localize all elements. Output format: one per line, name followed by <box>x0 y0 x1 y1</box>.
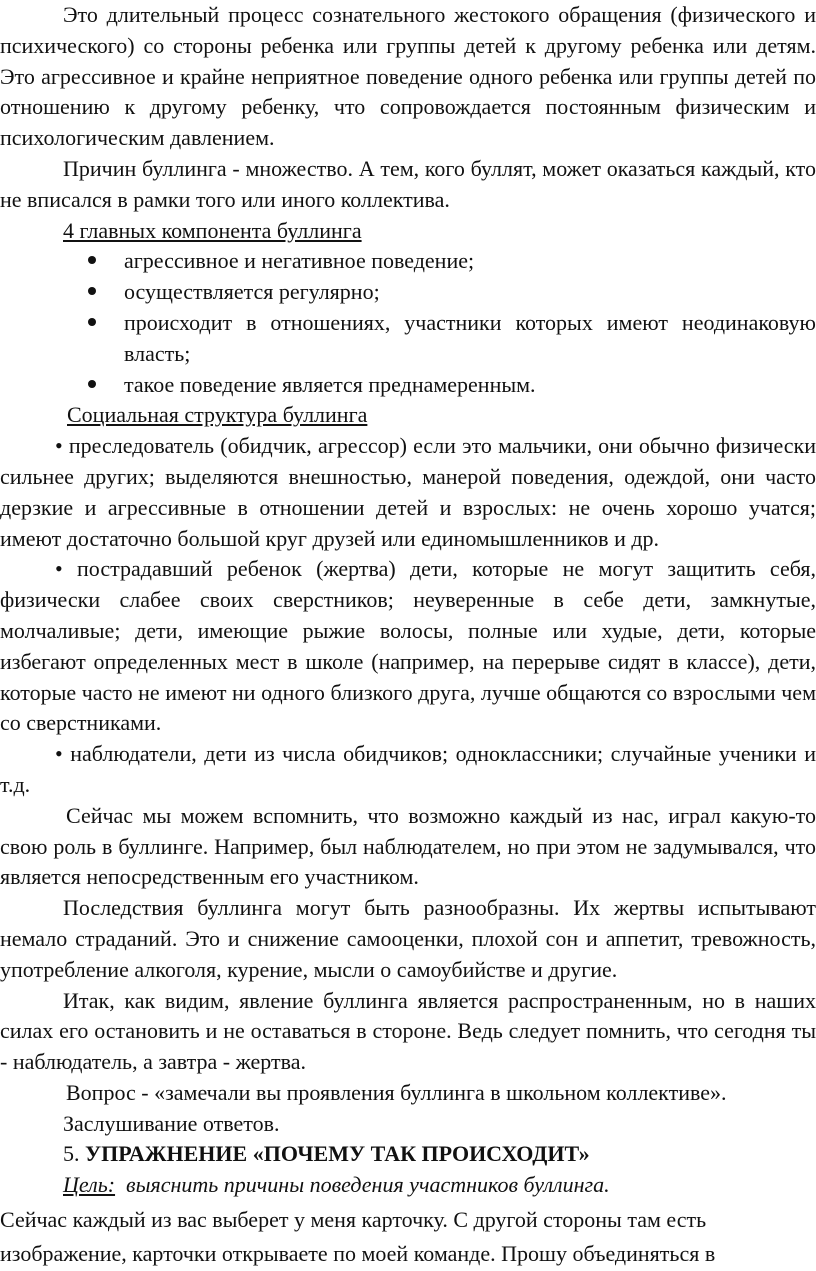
bullet-icon <box>88 287 96 295</box>
exercise-goal <box>0 1170 816 1201</box>
intro-paragraph-1: Это длительный процесс сознательного жестокого обращения (физического и психического) со стороны ребенка или группы детей к другому ребенка или детям. Это агрессивное и крайне неприятное поведение одного ребенка или группы детей по отношению к другому ребенку, что сопровождается постоянным физическим и психологическим давлением. <box>0 2 816 151</box>
exercise-number: 5. <box>63 1141 80 1167</box>
exercise-text: Сейчас каждый из вас выберет у меня карточку. С другой стороны там есть изображение, карточки открываете по моей команде. Прошу объединяться в <box>0 1207 716 1267</box>
goal-label: Цель: <box>63 1172 116 1198</box>
structure-paragraph-victim: • пострадавший ребенок (жертва) дети, которые не могут защитить себя, физически слабее своих сверстников; неуверенные в себе дети, замкнутые, молчаливые; дети, имеющие рыжие волосы, полные или худые, дети, которые избегают определенных мест в школе (например, на перерыве сидят в классе), дети, которые часто не имеют ни одного близкого друга, лучше общаются со взрослыми чем со сверстниками. <box>0 556 816 736</box>
list-item-text: агрессивное и негативное поведение; <box>124 248 475 274</box>
components-heading <box>0 216 816 247</box>
list-item <box>124 308 816 370</box>
list-item <box>124 246 816 277</box>
structure-paragraph-aggressor: • преследователь (обидчик, агрессор) если это мальчики, они обычно физически сильнее других; выделяются внешностью, манерой поведения, одеждой, они часто дерзкие и агрессивные в отношении детей и взрослых: не очень хорошо учатся; имеют достаточно большой круг друзей или единомышленников и др. <box>0 433 816 551</box>
components-list <box>0 246 816 400</box>
bullet-icon <box>88 256 96 264</box>
exercise-title: УПРАЖНЕНИЕ «ПОЧЕМУ ТАК ПРОИСХОДИТ» <box>85 1141 590 1167</box>
goal-text: выяснить причины поведения участников буллинга. <box>126 1172 610 1198</box>
list-item-text: происходит в отношениях, участники которых имеют неодинаковую власть; <box>124 309 816 366</box>
bullet-icon <box>88 380 96 388</box>
intro-paragraph-2: Причин буллинга - множество. А тем, кого буллят, может оказаться каждый, кто не вписался в рамки того или иного коллектива. <box>0 155 816 212</box>
structure-heading <box>0 400 816 431</box>
bullet-icon <box>88 318 96 326</box>
answers-line: Заслушивание ответов. <box>63 1110 280 1136</box>
list-item <box>124 370 816 401</box>
question-line: Вопрос - «замечали вы проявления буллинга в школьном коллективе». <box>66 1079 727 1105</box>
body-paragraph-roles: Сейчас мы можем вспомнить, что возможно каждый из нас, играл какую-то свою роль в буллинге. Например, был наблюдателем, но при этом не задумывался, что является непосредственным его участником. <box>0 802 816 890</box>
structure-heading-text: Социальная структура буллинга <box>67 402 368 428</box>
list-item <box>124 277 816 308</box>
exercise-heading <box>0 1139 816 1170</box>
body-paragraph-conclusion: Итак, как видим, явление буллинга является распространенным, но в наших силах его остановить и не оставаться в стороне. Ведь следует помнить, что сегодня ты - наблюдатель, а завтра - жертва. <box>0 987 816 1075</box>
list-item-text: осуществляется регулярно; <box>124 279 380 305</box>
body-paragraph-consequences: Последствия буллинга могут быть разнообразны. Их жертвы испытывают немало страданий. Это и снижение самооценки, плохой сон и аппетит, тревожность, употребление алкоголя, курение, мысли о самоубийстве и другие. <box>0 895 816 982</box>
list-item-text: такое поведение является преднамеренным. <box>124 371 536 397</box>
structure-paragraph-observers: • наблюдатели, дети из числа обидчиков; одноклассники; случайные ученики и т.д. <box>0 741 816 797</box>
components-heading-text: 4 главных компонента буллинга <box>63 217 362 243</box>
